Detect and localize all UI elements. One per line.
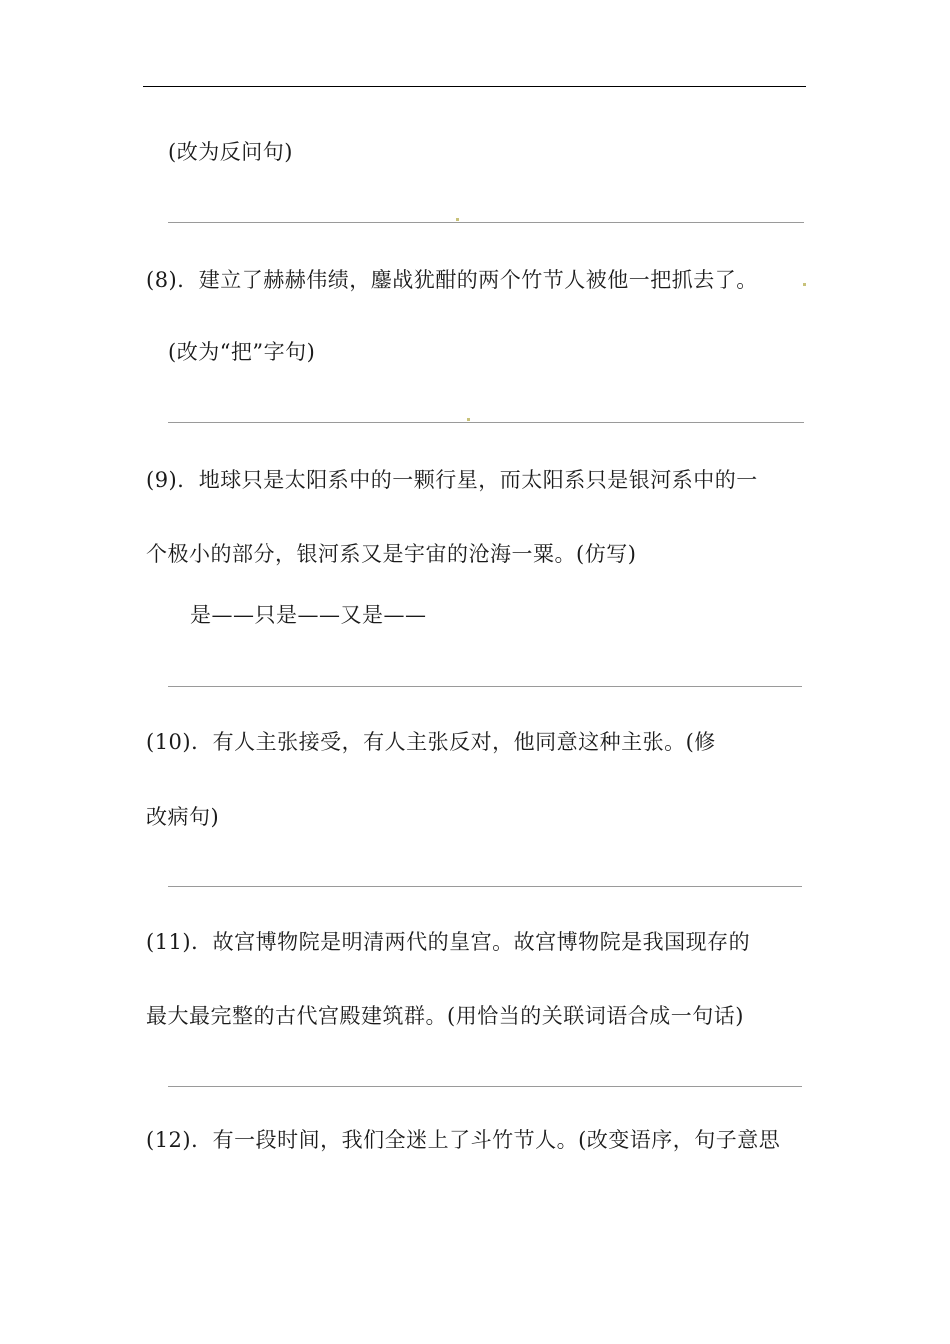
answer-line-10[interactable] xyxy=(168,886,802,887)
question-12-line-1: (12)．有一段时间，我们全迷上了斗竹节人。(改变语序，句子意思 xyxy=(146,1128,781,1152)
question-8: (8)．建立了赫赫伟绩，鏖战犹酣的两个竹节人被他一把抓去了。 xyxy=(146,268,758,292)
mark-dot xyxy=(803,283,806,286)
answer-line-7[interactable] xyxy=(168,222,804,223)
mark-dot xyxy=(456,218,459,221)
question-11-line-1: (11)．故宫博物院是明清两代的皇宫。故宫博物院是我国现存的 xyxy=(146,930,751,954)
question-9-line-2: 个极小的部分，银河系又是宇宙的沧海一粟。(仿写) xyxy=(146,542,637,566)
question-9-line-1: (9)．地球只是太阳系中的一颗行星，而太阳系只是银河系中的一 xyxy=(146,468,758,492)
question-10-line-2: 改病句) xyxy=(146,805,220,829)
mark-dot xyxy=(467,418,470,421)
answer-line-11[interactable] xyxy=(168,1086,802,1087)
header-rule xyxy=(143,86,806,87)
instruction-rhetorical-question: (改为反问句) xyxy=(168,140,293,164)
question-10-line-1: (10)．有人主张接受，有人主张反对，他同意这种主张。(修 xyxy=(146,730,716,754)
imitation-pattern: 是——只是——又是—— xyxy=(190,603,427,627)
instruction-ba-sentence: (改为“把”字句) xyxy=(168,340,316,364)
answer-line-9[interactable] xyxy=(168,686,802,687)
answer-line-8[interactable] xyxy=(168,422,804,423)
question-11-line-2: 最大最完整的古代宫殿建筑群。(用恰当的关联词语合成一句话) xyxy=(146,1004,744,1028)
